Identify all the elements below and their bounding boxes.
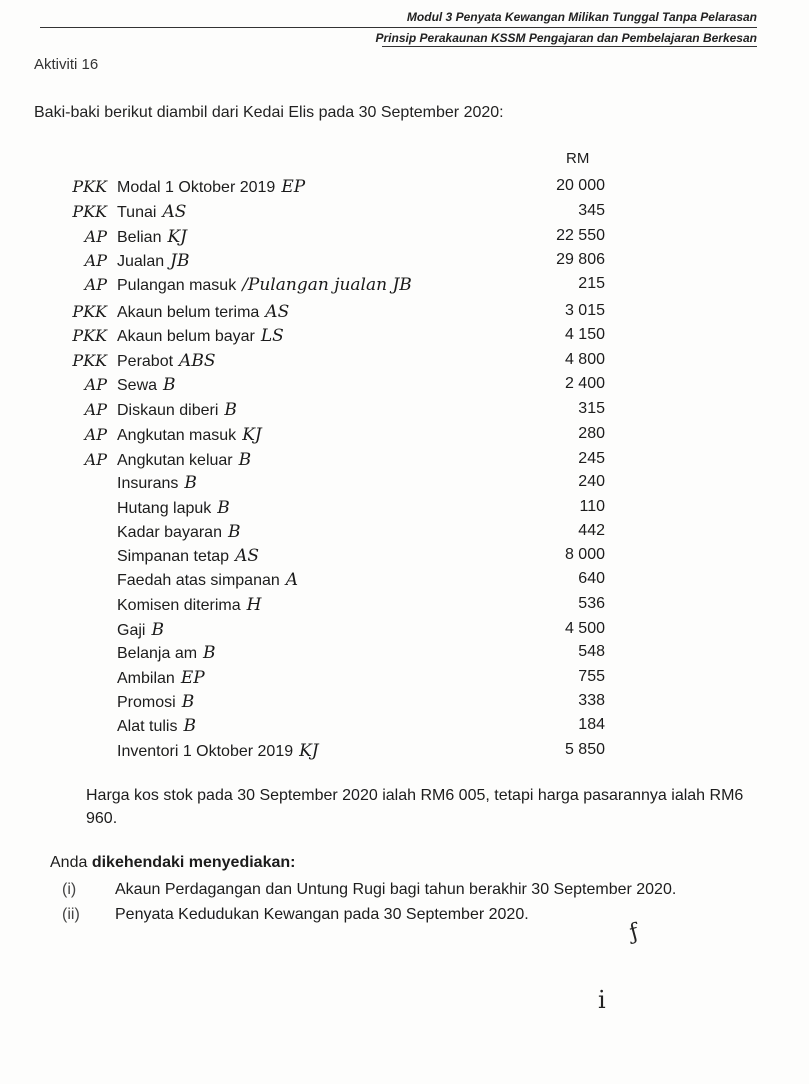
handwritten-note: B — [227, 522, 241, 542]
item-label: Akaun belum terima — [117, 304, 260, 321]
item-label: Belanja am — [117, 645, 198, 662]
item-amount: 338 — [578, 692, 605, 709]
item-amount: 755 — [578, 668, 605, 685]
handwritten-note: AS — [162, 202, 187, 222]
handwritten-note: B — [184, 473, 197, 493]
item-amount: 245 — [578, 450, 605, 467]
item-label: Gaji — [117, 622, 146, 639]
task-number: (ii) — [62, 906, 80, 923]
handwritten-code: AP — [84, 275, 107, 294]
balance-row — [0, 450, 809, 474]
handwritten-note: KJ — [299, 741, 319, 761]
balance-row — [0, 177, 809, 201]
item-amount: 240 — [578, 473, 605, 490]
handwritten-code: PKK — [72, 351, 107, 370]
task-text: Akaun Perdagangan dan Untung Rugi bagi tahun berakhir 30 September 2020. — [115, 881, 677, 898]
balance-row — [0, 251, 809, 275]
intro-text: Baki-baki berikut diambil dari Kedai Elis pada 30 September 2020: — [34, 104, 504, 121]
handwritten-note: AS — [235, 546, 260, 566]
handwritten-note: B — [224, 400, 237, 420]
item-amount: 2 400 — [564, 375, 605, 392]
header-rule — [40, 27, 757, 28]
item-amount: 280 — [578, 425, 605, 442]
handwritten-code: AP — [84, 400, 107, 419]
item-amount: 215 — [578, 275, 605, 292]
item-label: Promosi — [117, 694, 176, 711]
item-amount: 4 500 — [564, 620, 605, 637]
closing-note: Harga kos stok pada 30 September 2020 ialah RM6 005, tetapi harga pasarannya ialah RM6 960. — [86, 787, 744, 827]
item-label: Angkutan keluar — [117, 452, 233, 469]
item-label: Perabot — [117, 353, 174, 370]
handwritten-code: AP — [84, 251, 107, 270]
handwritten-code: PKK — [72, 177, 107, 196]
balance-row — [0, 400, 809, 424]
item-amount: 3 015 — [564, 302, 605, 319]
item-amount: 110 — [579, 498, 605, 515]
header-subtitle: Prinsip Perakaunan KSSM Pengajaran dan Pembelajaran Berkesan — [375, 31, 757, 45]
pen-stroke-mark: ⅰ — [598, 986, 606, 1014]
item-label: Insurans — [117, 475, 179, 492]
item-amount: 315 — [578, 400, 605, 417]
item-label: Ambilan — [117, 670, 175, 687]
item-amount: 4 800 — [564, 351, 605, 368]
activity-title: Aktiviti 16 — [34, 56, 99, 73]
item-label: Modal 1 Oktober 2019 — [117, 179, 276, 196]
balance-row — [0, 202, 809, 226]
handwritten-note: LS — [260, 326, 284, 346]
item-amount: 4 150 — [564, 326, 605, 343]
item-amount: 22 550 — [556, 227, 605, 244]
handwritten-note: H — [246, 595, 262, 615]
item-amount: 536 — [578, 595, 605, 612]
item-label: Tunai — [117, 204, 157, 221]
currency-column-header: RM — [566, 150, 590, 167]
handwritten-note: B — [151, 620, 164, 640]
balance-row — [0, 473, 809, 497]
balance-row — [0, 522, 809, 546]
handwritten-note: KJ — [167, 227, 187, 247]
handwritten-note: B — [238, 450, 252, 470]
item-label: Diskaun diberi — [117, 402, 219, 419]
task-heading-bold: dikehendaki menyediakan: — [91, 854, 296, 871]
balance-row — [0, 595, 809, 619]
item-label: Faedah atas simpanan — [117, 572, 280, 589]
item-label: Sewa — [117, 377, 158, 394]
balance-row — [0, 570, 809, 594]
balance-row — [0, 351, 809, 375]
item-amount: 548 — [578, 643, 605, 660]
balance-row — [0, 692, 809, 716]
balance-row — [0, 716, 809, 740]
balance-row — [0, 275, 809, 299]
task-heading — [50, 854, 295, 872]
handwritten-note: /Pulangan jualan JB — [242, 275, 412, 295]
balance-row — [0, 668, 809, 692]
handwritten-note: B — [203, 643, 216, 663]
item-label: Simpanan tetap — [117, 548, 230, 565]
item-label: Jualan — [117, 253, 165, 270]
item-amount: 442 — [578, 522, 605, 539]
balance-row — [0, 498, 809, 522]
item-label: Akaun belum bayar — [117, 328, 255, 345]
balance-row — [0, 620, 809, 644]
handwritten-note: EP — [180, 668, 205, 688]
task-number: (i) — [62, 881, 77, 898]
handwritten-note: JB — [170, 251, 190, 271]
balance-row — [0, 643, 809, 667]
handwritten-note: KJ — [242, 425, 262, 445]
pen-tick-mark: ƒ — [626, 919, 642, 946]
item-amount: 345 — [578, 202, 605, 219]
handwritten-code: PKK — [72, 302, 107, 321]
balance-row — [0, 375, 809, 399]
item-label: Pulangan masuk — [117, 277, 237, 294]
item-amount: 20 000 — [556, 177, 605, 194]
handwritten-code: PKK — [72, 202, 107, 221]
item-label: Alat tulis — [117, 718, 178, 735]
item-amount: 8 000 — [564, 546, 605, 563]
handwritten-note: AS — [265, 302, 290, 322]
balance-row — [0, 425, 809, 449]
handwritten-code: AP — [84, 227, 107, 246]
handwritten-code: AP — [84, 375, 107, 394]
task-heading-lead: Anda — [50, 854, 88, 871]
balance-row — [0, 326, 809, 350]
handwritten-note: A — [285, 570, 299, 590]
item-amount: 640 — [578, 570, 605, 587]
header-module-title: Modul 3 Penyata Kewangan Milikan Tunggal Tanpa Pelarasan — [406, 10, 757, 24]
item-label: Belian — [117, 229, 162, 246]
handwritten-note: EP — [281, 177, 306, 197]
task-text: Penyata Kedudukan Kewangan pada 30 September 2020. — [115, 906, 529, 923]
handwritten-code: PKK — [72, 326, 107, 345]
header-subrule — [382, 46, 757, 47]
balance-row — [0, 227, 809, 251]
handwritten-note: B — [163, 375, 176, 395]
item-label: Angkutan masuk — [117, 427, 237, 444]
balance-row — [0, 741, 809, 765]
handwritten-code: AP — [84, 425, 107, 444]
item-amount: 184 — [578, 716, 605, 733]
item-label: Komisen diterima — [117, 597, 241, 614]
item-amount: 5 850 — [564, 741, 605, 758]
handwritten-note: B — [181, 692, 195, 712]
item-label: Inventori 1 Oktober 2019 — [117, 743, 294, 760]
handwritten-note: ABS — [179, 351, 216, 371]
handwritten-code: AP — [84, 450, 107, 469]
item-label: Kadar bayaran — [117, 524, 222, 541]
balance-row — [0, 302, 809, 326]
balance-row — [0, 546, 809, 570]
item-amount: 29 806 — [556, 251, 605, 268]
handwritten-note: B — [183, 716, 196, 736]
item-label: Hutang lapuk — [117, 500, 212, 517]
handwritten-note: B — [217, 498, 230, 518]
